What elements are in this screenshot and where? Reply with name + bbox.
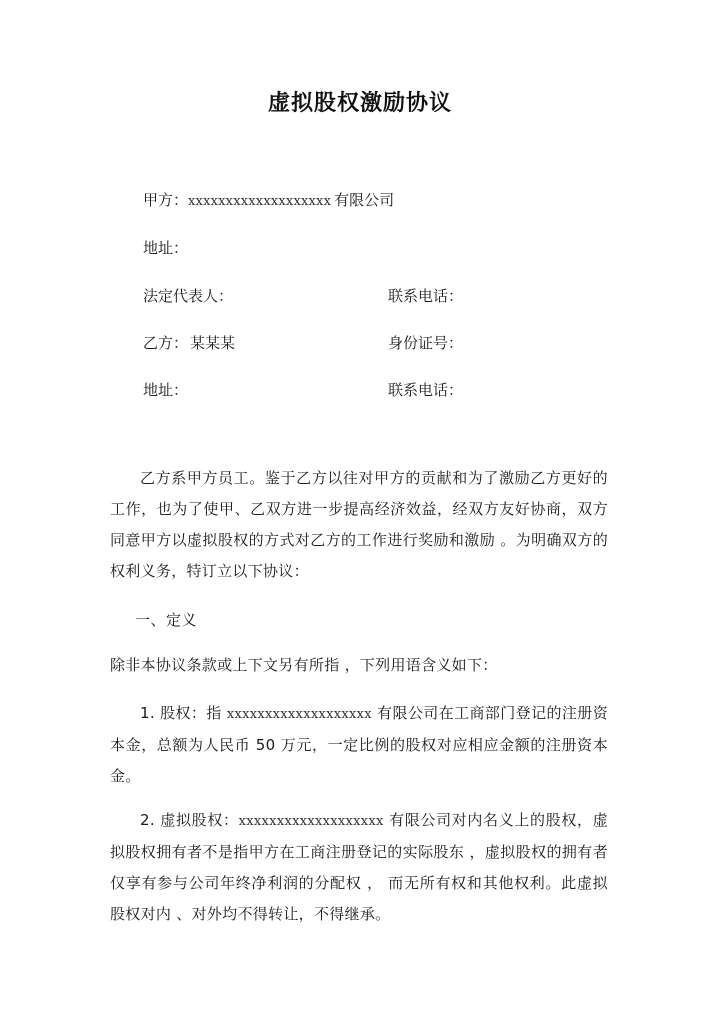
party-b-phone-label: 联系电话： [388,381,464,399]
company-placeholder: xxxxxxxxxxxxxxxxxxx [238,814,384,829]
party-b-id-label: 身份证号： [388,334,464,352]
section-1-intro: 除非本协议条款或上下文另有所指 ，下列用语含义如下： [110,656,498,674]
party-a-legal-rep-label: 法定代表人： [143,287,234,305]
party-b-label: 乙方： [143,334,189,352]
party-a-label: 甲方： [143,191,189,209]
party-b-name: 某某某 [190,334,236,352]
definition-item-prefix: 2. 虚拟股权： [140,811,239,829]
definition-item-prefix: 1. 股权：指 [140,704,227,722]
party-a-company-suffix: 有限公司 [334,191,395,209]
preamble-paragraph: 乙方系甲方员工。鉴于乙方以往对甲方的贡献和为了激励乙方更好的工作，也为了使甲、乙双方进一步提高经济效益，经双方友好协商，双方同意甲方以虚拟股权的方式对乙方的工作进行奖励和激励 。为明确双方的权利义务，特订立以下协议： [110,469,608,580]
definition-item-virtual-equity [110,805,608,930]
definition-item-equity [110,698,608,792]
party-a-company-placeholder: xxxxxxxxxxxxxxxxxxx [188,194,332,209]
party-a-line [143,190,394,212]
party-b-line [143,333,235,353]
definition-item-text: 有限公司对内名义上的股权，虚拟股权拥有者不是指甲方在工商注册登记的实际股东 ，虚拟股权的拥有者仅享有参与公司年终净利润的分配权 ， 而无所有权和其他权利。此虚拟股权对内 、对外均不得转让，不得继承。 [110,811,608,923]
party-a-address-label: 地址： [143,239,189,257]
section-1-heading: 一、定义 [135,611,198,629]
company-placeholder: xxxxxxxxxxxxxxxxxxx [226,707,372,722]
party-b-address-label: 地址： [143,381,189,399]
document-title: 虚拟股权激励协议 [267,90,452,116]
party-a-phone-label: 联系电话： [388,287,464,305]
definition-item-text: 有限公司在工商部门登记的注册资本金，总额为人民币 50 万元，一定比例的股权对应相应金额的注册资本金。 [110,704,608,785]
